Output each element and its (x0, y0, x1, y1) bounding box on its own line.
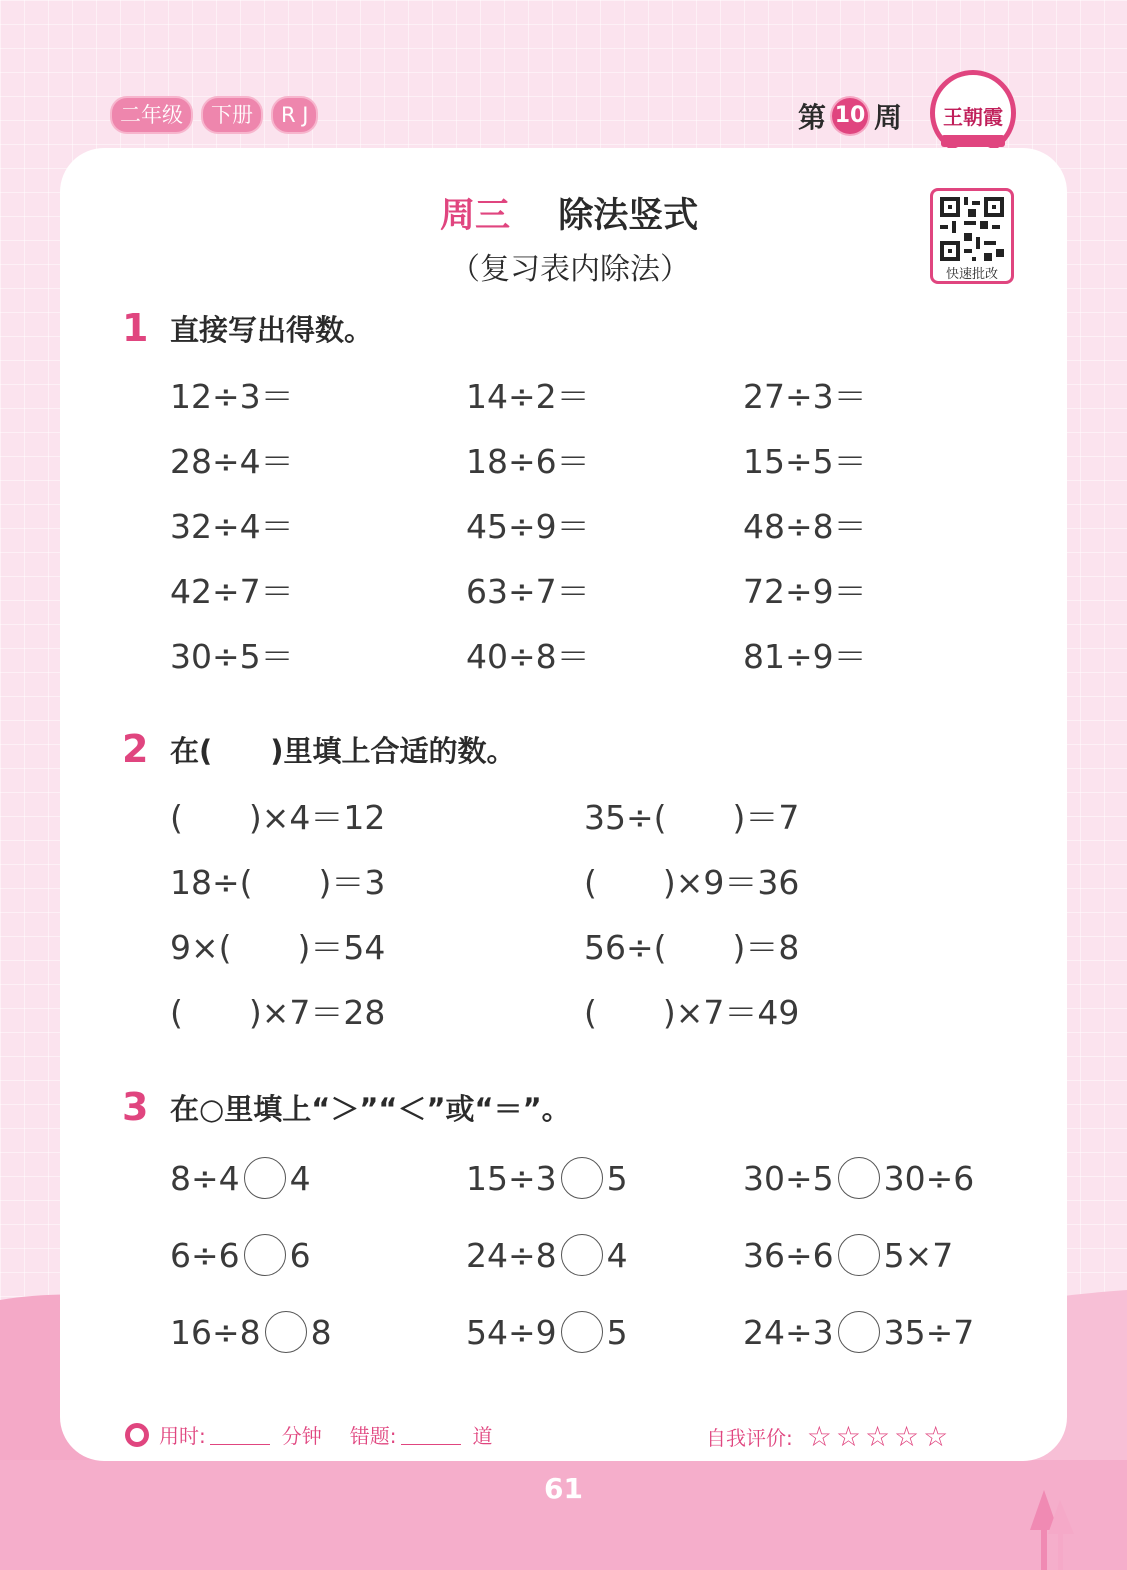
q3-comparison (743, 1234, 953, 1276)
week-suffix: 周 (874, 101, 903, 134)
week-number-badge: 10 (832, 98, 868, 134)
question-3-heading (122, 1085, 571, 1129)
q3-right: 5×7 (883, 1235, 954, 1275)
q1-expression: 45÷9＝ (466, 507, 590, 546)
q3-right: 4 (606, 1235, 628, 1275)
q3-left: 8÷4 (170, 1158, 240, 1198)
q3-right: 4 (289, 1158, 311, 1198)
q1-expression: 42÷7＝ (170, 572, 294, 611)
compare-circle[interactable] (561, 1157, 603, 1199)
week-indicator (798, 96, 902, 136)
footer-self-eval (706, 1420, 952, 1453)
question-2-heading (122, 727, 516, 771)
errors-unit: 道 (472, 1424, 493, 1448)
q1-expression: 81÷9＝ (743, 637, 867, 676)
q3-left: 24÷3 (743, 1312, 834, 1352)
qr-label: 快速批改 (945, 267, 998, 282)
q1-expression: 28÷4＝ (170, 442, 294, 481)
q3-right: 30÷6 (883, 1158, 975, 1198)
time-unit: 分钟 (281, 1424, 322, 1448)
q1-expression: 30÷5＝ (170, 637, 294, 676)
q2-fill-blank[interactable]: 56÷( )＝8 (584, 928, 800, 967)
q3-left: 54÷9 (466, 1312, 557, 1352)
q2-fill-blank[interactable]: ( )×4＝12 (170, 798, 386, 837)
q3-left: 6÷6 (170, 1235, 240, 1275)
q3-comparison (170, 1234, 311, 1276)
q2-fill-blank[interactable]: ( )×9＝36 (584, 863, 800, 902)
q1-expression: 12÷3＝ (170, 377, 294, 416)
q3-comparison (743, 1311, 974, 1353)
question-1-prompt: 直接写出得数。 (170, 312, 374, 347)
q3-left: 16÷8 (170, 1312, 261, 1352)
compare-circle[interactable] (561, 1311, 603, 1353)
compare-circle[interactable] (838, 1157, 880, 1199)
q3-left: 30÷5 (743, 1158, 834, 1198)
question-1-heading (122, 306, 373, 350)
q1-expression: 18÷6＝ (466, 442, 590, 481)
q2-fill-blank[interactable]: 35÷( )＝7 (584, 798, 800, 837)
qr-code-icon (940, 197, 1004, 261)
brand-seal-logo (930, 70, 1016, 156)
q3-right: 35÷7 (883, 1312, 975, 1352)
q1-expression: 48÷8＝ (743, 507, 867, 546)
q3-comparison (466, 1234, 628, 1276)
q2-fill-blank[interactable]: ( )×7＝49 (584, 993, 800, 1032)
q2-fill-blank[interactable]: 18÷( )＝3 (170, 863, 386, 902)
q3-comparison (466, 1157, 628, 1199)
q3-left: 24÷8 (466, 1235, 557, 1275)
page-subtitle: （复习表内除法） (450, 252, 690, 287)
compare-circle[interactable] (561, 1234, 603, 1276)
grade-tags (110, 96, 318, 134)
q3-comparison (466, 1311, 628, 1353)
self-eval-label: 自我评价: (706, 1426, 793, 1450)
q3-comparison (170, 1311, 332, 1353)
compare-circle[interactable] (838, 1311, 880, 1353)
question-1-number: 1 (122, 306, 149, 350)
volume-tag: 下册 (201, 96, 263, 134)
errors-label: 错题: (349, 1424, 397, 1448)
title-main: 除法竖式 (558, 196, 699, 236)
q3-comparison (170, 1157, 311, 1199)
question-2-number: 2 (122, 727, 149, 771)
page-title (440, 188, 698, 238)
q2-fill-blank[interactable]: ( )×7＝28 (170, 993, 386, 1032)
compare-circle[interactable] (838, 1234, 880, 1276)
page-number: 61 (544, 1472, 583, 1505)
q1-expression: 15÷5＝ (743, 442, 867, 481)
q3-left: 36÷6 (743, 1235, 834, 1275)
time-label: 用时: (159, 1424, 206, 1448)
q3-right: 5 (606, 1158, 628, 1198)
errors-blank[interactable] (401, 1424, 461, 1445)
stopwatch-icon (125, 1423, 149, 1447)
seal-text: 王朝霞 (943, 105, 1003, 129)
question-3-prompt: 在○里填上“＞”“＜”或“＝”。 (170, 1091, 571, 1126)
q1-expression: 40÷8＝ (466, 637, 590, 676)
time-blank[interactable] (210, 1424, 270, 1445)
q3-right: 8 (310, 1312, 332, 1352)
compare-circle[interactable] (244, 1157, 286, 1199)
q3-left: 15÷3 (466, 1158, 557, 1198)
footer-time-errors (125, 1420, 493, 1449)
grade-tag: 二年级 (110, 96, 193, 134)
q3-right: 6 (289, 1235, 311, 1275)
q1-expression: 14÷2＝ (466, 377, 590, 416)
title-day: 周三 (440, 196, 511, 236)
seal-band (941, 135, 1005, 147)
question-2-prompt: 在( )里填上合适的数。 (170, 733, 516, 768)
q1-expression: 72÷9＝ (743, 572, 867, 611)
q3-comparison (743, 1157, 974, 1199)
q1-expression: 32÷4＝ (170, 507, 294, 546)
q3-right: 5 (606, 1312, 628, 1352)
qr-code-card[interactable] (930, 188, 1014, 284)
rating-stars[interactable]: ☆☆☆☆☆ (806, 1420, 953, 1453)
q1-expression: 27÷3＝ (743, 377, 867, 416)
week-prefix: 第 (798, 101, 827, 134)
edition-tag: R J (271, 96, 318, 134)
q1-expression: 63÷7＝ (466, 572, 590, 611)
question-3-number: 3 (122, 1085, 149, 1129)
q2-fill-blank[interactable]: 9×( )＝54 (170, 928, 386, 967)
compare-circle[interactable] (244, 1234, 286, 1276)
arrow-decoration-icon (1030, 1490, 1075, 1570)
compare-circle[interactable] (265, 1311, 307, 1353)
